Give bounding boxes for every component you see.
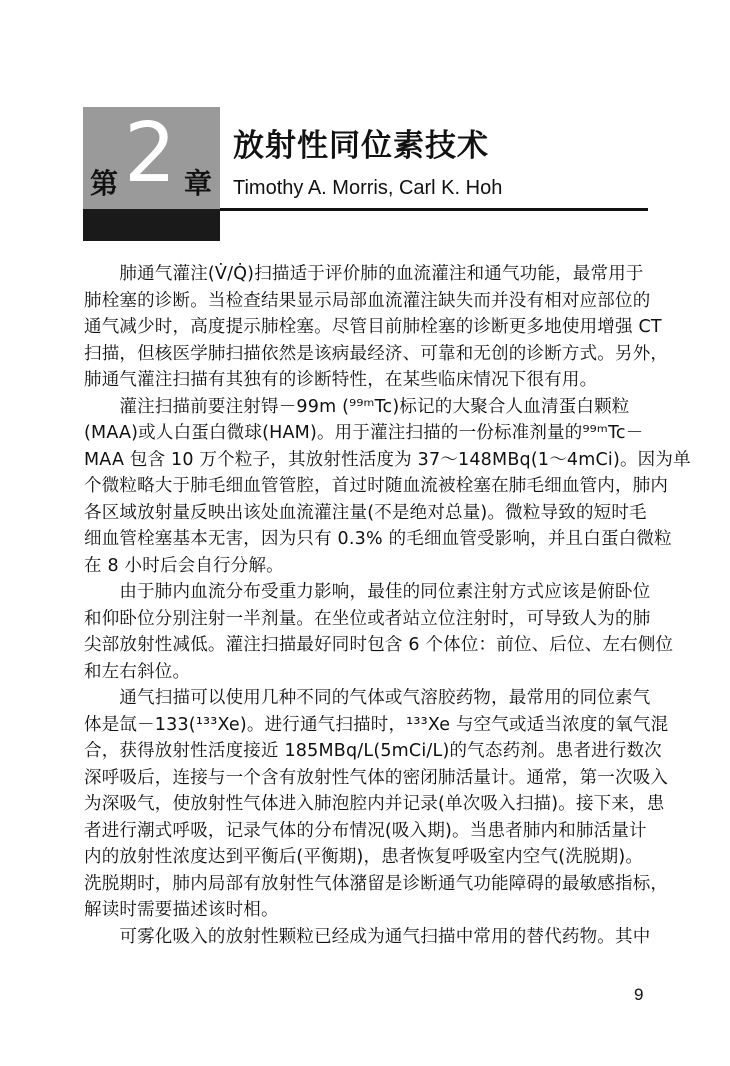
text-line: 各区域放射量反映出该处血流灌注量(不是绝对总量)。微粒导致的短时毛 <box>84 502 647 523</box>
text-line: 肺通气灌注(V̇/Q̇)扫描适于评价肺的血流灌注和通气功能，最常用于 <box>84 264 644 284</box>
text-line: 在 8 小时后会自行分解。 <box>84 555 284 576</box>
text-line: 通气减少时，高度提示肺栓塞。尽管目前肺栓塞的诊断更多地使用增强 CT <box>84 317 662 337</box>
body-text <box>84 261 691 950</box>
text-line: 和仰卧位分别注射一半剂量。在坐位或者站立位注射时，可导致人为的肺 <box>84 608 651 629</box>
text-line: 解读时需要描述该时相。 <box>84 900 279 920</box>
text-line: (MAA)或人白蛋白微球(HAM)。用于灌注扫描的一份标准剂量的⁹⁹ᵐTc－ <box>84 423 644 443</box>
text-line: 细血管栓塞基本无害，因为只有 0.3% 的毛细血管受影响，并且白蛋白微粒 <box>84 529 672 549</box>
text-line: 体是氙－133(¹³³Xe)。进行通气扫描时，¹³³Xe 与空气或适当浓度的氧气混 <box>84 714 669 735</box>
text-line: 可雾化吸入的放射性颗粒已经成为通气扫描中常用的替代药物。其中 <box>84 926 651 947</box>
text-line: 洗脱期时，肺内局部有放射性气体潴留是诊断通气功能障碍的最敏感指标， <box>84 873 669 894</box>
text-line: 者进行潮式呼吸，记录气体的分布情况(吸入期)。当患者肺内和肺活量计 <box>84 820 647 841</box>
text-line: 由于肺内血流分布受重力影响，最佳的同位素注射方式应该是俯卧位 <box>84 582 651 602</box>
chapter-number: 2 <box>124 106 177 201</box>
text-line: 内的放射性浓度达到平衡后(平衡期)，患者恢复呼吸室内空气(洗脱期)。 <box>84 847 644 867</box>
text-line: MAA 包含 10 万个粒子，其放射性活度为 37～148MBq(1～4mCi)。因为单 <box>84 449 691 470</box>
text-line: 肺栓塞的诊断。当检查结果显示局部血流灌注缺失而并没有相对应部位的 <box>84 290 651 311</box>
text-line: 灌注扫描前要注射锝－99m (⁹⁹ᵐTc)标记的大聚合人血清蛋白颗粒 <box>84 396 630 417</box>
text-line: 合，获得放射性活度接近 185MBq/L(5mCi/L)的气态药剂。患者进行数次 <box>84 741 662 761</box>
text-line: 为深吸气，使放射性气体进入肺泡腔内并记录(单次吸入扫描)。接下来，患 <box>84 794 665 814</box>
chapter-title: 放射性同位素技术 <box>233 128 489 164</box>
text-line: 深呼吸后，连接与一个含有放射性气体的密闭肺活量计。通常，第一次吸入 <box>84 767 669 788</box>
text-line: 肺通气灌注扫描有其独有的诊断特性，在某些临床情况下很有用。 <box>84 370 598 390</box>
chapter-badge-bar <box>83 209 220 241</box>
chapter-prefix: 第 <box>90 167 119 200</box>
chapter-authors: Timothy A. Morris, Carl K. Hoh <box>233 177 503 199</box>
page-number: 9 <box>634 985 644 1004</box>
chapter-suffix: 章 <box>184 167 213 200</box>
text-line: 尖部放射性减低。灌注扫描最好同时包含 6 个体位：前位、后位、左右侧位 <box>84 635 674 655</box>
text-line: 个微粒略大于肺毛细血管管腔，首过时随血流被栓塞在肺毛细血管内，肺内 <box>84 476 669 496</box>
text-line: 扫描，但核医学肺扫描依然是该病最经济、可靠和无创的诊断方式。另外， <box>84 343 669 364</box>
text-line: 和左右斜位。 <box>84 661 191 682</box>
title-rule <box>220 208 648 211</box>
text-line: 通气扫描可以使用几种不同的气体或气溶胶药物，最常用的同位素气 <box>84 688 651 708</box>
